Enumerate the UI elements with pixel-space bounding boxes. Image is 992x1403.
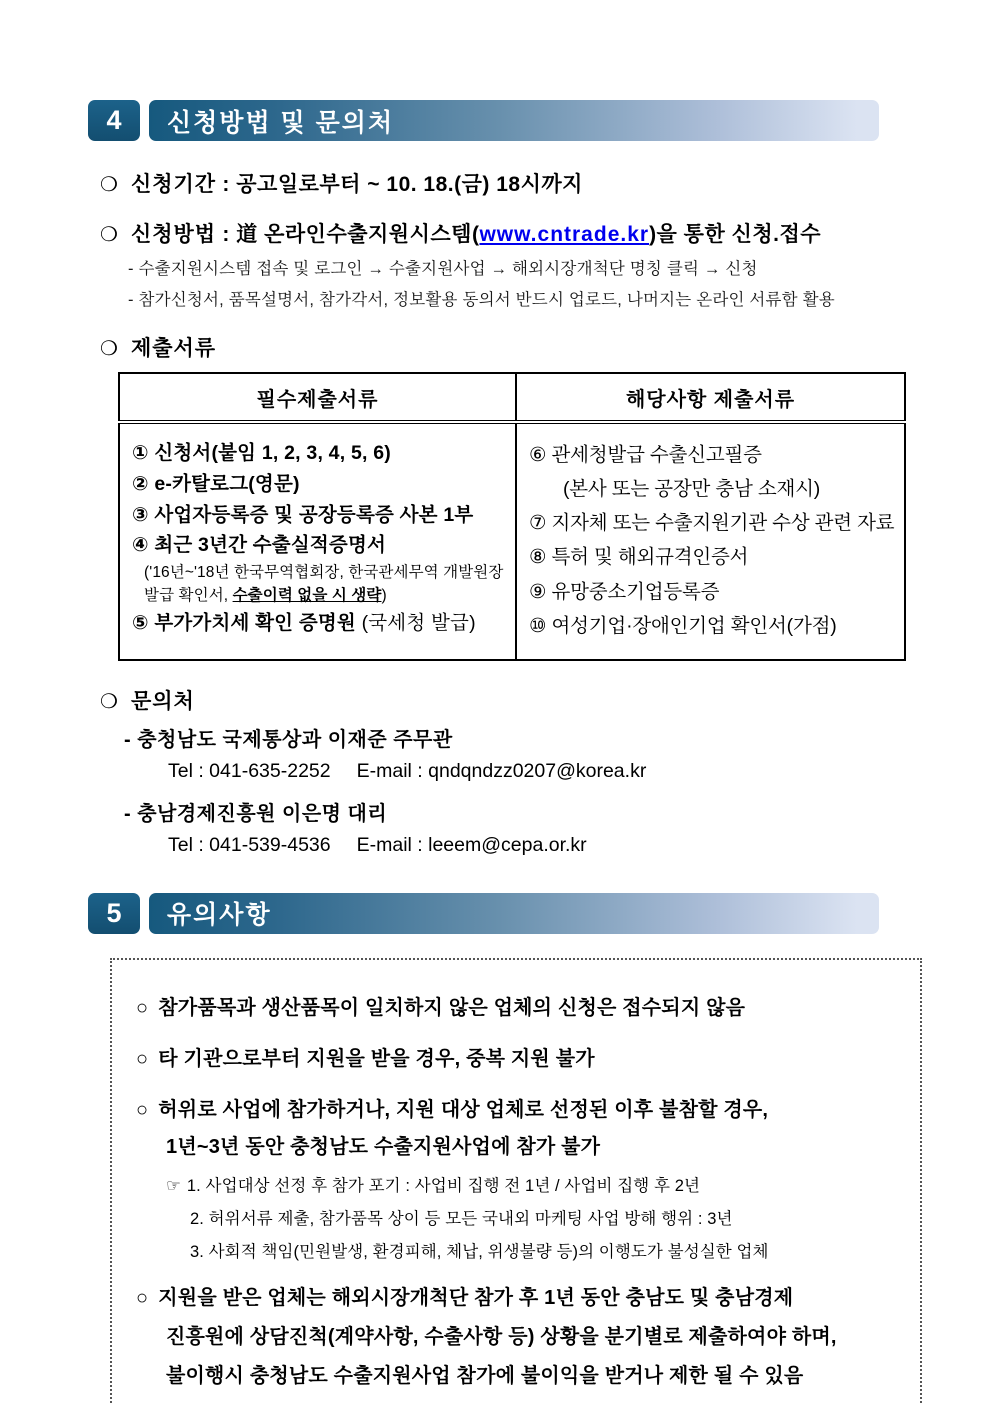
application-period-line [100, 168, 992, 198]
method-steps [128, 255, 992, 310]
method-text-pre: : 道 온라인수출지원시스템( [216, 223, 480, 246]
circle-bullet-icon: ○ [136, 1286, 149, 1309]
cntrade-link[interactable]: www.cntrade.kr [479, 223, 650, 246]
method-label: 신청방법 [130, 223, 217, 246]
circle-bullet-icon: ❍ [100, 224, 119, 246]
doc-item-10: ⑩ 여성기업·장애인기업 확인서(가점) [529, 614, 837, 637]
section4-title-bar [149, 100, 879, 141]
doc-item-5: ⑤ 부가가치세 확인 증명원 (국세청 발급) [132, 611, 476, 634]
doc-item-6: ⑥ 관세청발급 수출신고필증 [529, 444, 762, 466]
subnote-2: 2. 허위서류 제출, 참가품목 상이 등 모든 국내외 마케팅 사업 방해 행위 : 3년 [190, 1209, 733, 1228]
doc-item-2: ② e-카탈로그(영문) [132, 472, 300, 495]
circle-bullet-icon: ○ [136, 996, 149, 1019]
table-header-row [119, 373, 905, 422]
application-method-line [100, 218, 992, 248]
subnote-3: 3. 사회적 책임(민원발생, 환경피해, 체납, 위생불량 등)의 이행도가 불성실한 업체 [190, 1242, 769, 1261]
contact-block [100, 685, 992, 857]
circle-bullet-icon: ❍ [100, 690, 119, 713]
section4-title: 신청방법 및 문의처 [167, 108, 395, 137]
contact-tel-1 [168, 760, 992, 783]
contact-label: 문의처 [130, 689, 195, 713]
section5-header [88, 893, 992, 934]
doc-item-4: ④ 최근 3년간 수출실적증명서 [132, 534, 387, 557]
contact-label-line [100, 685, 992, 715]
tel-text: Tel : 041-635-2252 [168, 759, 331, 782]
contact-tel-2 [168, 834, 992, 857]
doc-item-1: ① 신청서(붙임 1, 2, 3, 4, 5, 6) [132, 442, 391, 464]
section5-title: 유의사항 [167, 901, 272, 930]
doc-item-3: ③ 사업자등록증 및 공장등록증 사본 1부 [132, 503, 474, 526]
email-text: E-mail : leeem@cepa.or.kr [356, 833, 587, 856]
notice-item-3-line2: 1년~3년 동안 충청남도 수출지원사업에 참가 불가 [166, 1135, 601, 1158]
section4-header [88, 100, 992, 141]
submit-docs-line [100, 332, 992, 362]
circle-bullet-icon: ○ [136, 1098, 149, 1121]
section4-number-badge: 4 [88, 100, 140, 141]
doc-item-8: ⑧ 특허 및 해외규격인증서 [529, 546, 749, 569]
doc-item-7: ⑦ 지자체 또는 수출지원기관 수상 관련 자료 [529, 512, 895, 535]
section5-number-badge: 5 [88, 893, 140, 934]
notice-subnotes [166, 1172, 898, 1262]
notice-item-4-line2: 진흥원에 상담진척(계약사항, 수출사항 등) 상황을 분기별로 제출하여야 하며, [166, 1325, 837, 1348]
period-label: 신청기간 [130, 173, 217, 196]
doc-item-6-note: (본사 또는 공장만 충남 소재시) [563, 478, 821, 501]
submit-docs-label: 제출서류 [130, 337, 217, 360]
notice-item-4: ○ 지원을 받은 업체는 해외시장개척단 참가 후 1년 동안 충남도 및 충남경제 진흥원에 상담진척(계약사항, 수출사항 등) 상황을 분기별로 제출하여야 하며, 불이행시 충청남도 수출지원사업 참가에 불이익을 받거나 제한 될 수 있음 [136, 1284, 898, 1391]
circle-bullet-icon: ❍ [100, 338, 119, 360]
notice-box [110, 958, 922, 1403]
required-docs-header: 필수제출서류 [119, 373, 516, 422]
method-step-line: - 수출지원시스템 접속 및 로그인 → 수출지원사업 → 해외시장개척단 명칭 클릭 → 신청 [128, 260, 758, 278]
doc-item-9: ⑨ 유망중소기업등록증 [529, 580, 720, 603]
contact-person-2: - 충남경제진흥원 이은명 대리 [124, 802, 388, 825]
email-text: E-mail : qndqndzz0207@korea.kr [356, 759, 647, 782]
period-text: : 공고일로부터 ~ 10. 18.(금) 18시까지 [216, 173, 583, 196]
contact-person-1: - 충청남도 국제통상과 이재준 주무관 [124, 728, 453, 751]
table-body-row [119, 422, 905, 660]
optional-docs-header: 해당사항 제출서류 [516, 373, 905, 422]
notice-item-3: ○ 허위로 사업에 참가하거나, 지원 대상 업체로 선정된 이후 불참할 경우, 1년~3년 동안 충청남도 수출지원사업에 참가 불가 [136, 1096, 898, 1162]
circle-bullet-icon: ❍ [100, 174, 119, 196]
documents-table [118, 372, 906, 661]
notice-item-4-line3: 불이행시 충청남도 수출지원사업 참가에 불이익을 받거나 제한 될 수 있음 [166, 1364, 804, 1387]
pointing-hand-icon: ☞ [166, 1176, 181, 1195]
optional-docs-cell [516, 422, 905, 660]
method-text-post: )을 통한 신청.접수 [649, 223, 822, 246]
tel-text: Tel : 041-539-4536 [168, 833, 331, 856]
section5-title-bar [149, 893, 879, 934]
notice-item-2: ○ 타 기관으로부터 지원을 받을 경우, 중복 지원 불가 [136, 1047, 595, 1070]
circle-bullet-icon: ○ [136, 1047, 149, 1070]
doc-item-4-note: ('16년~'18년 한국무역협회장, 한국관세무역 개발원장 발급 확인서, 수출이력 없을 시 생략) [144, 564, 504, 605]
notice-item-1: ○ 참가품목과 생산품목이 일치하지 않은 업체의 신청은 접수되지 않음 [136, 996, 746, 1019]
method-step-line: - 참가신청서, 품목설명서, 참가각서, 정보활용 동의서 반드시 업로드, 나머지는 온라인 서류함 활용 [128, 291, 835, 309]
subnote-1: ☞ 1. 사업대상 선정 후 참가 포기 : 사업비 집행 전 1년 / 사업비 집행 후 2년 [166, 1176, 701, 1195]
required-docs-cell [119, 422, 516, 660]
